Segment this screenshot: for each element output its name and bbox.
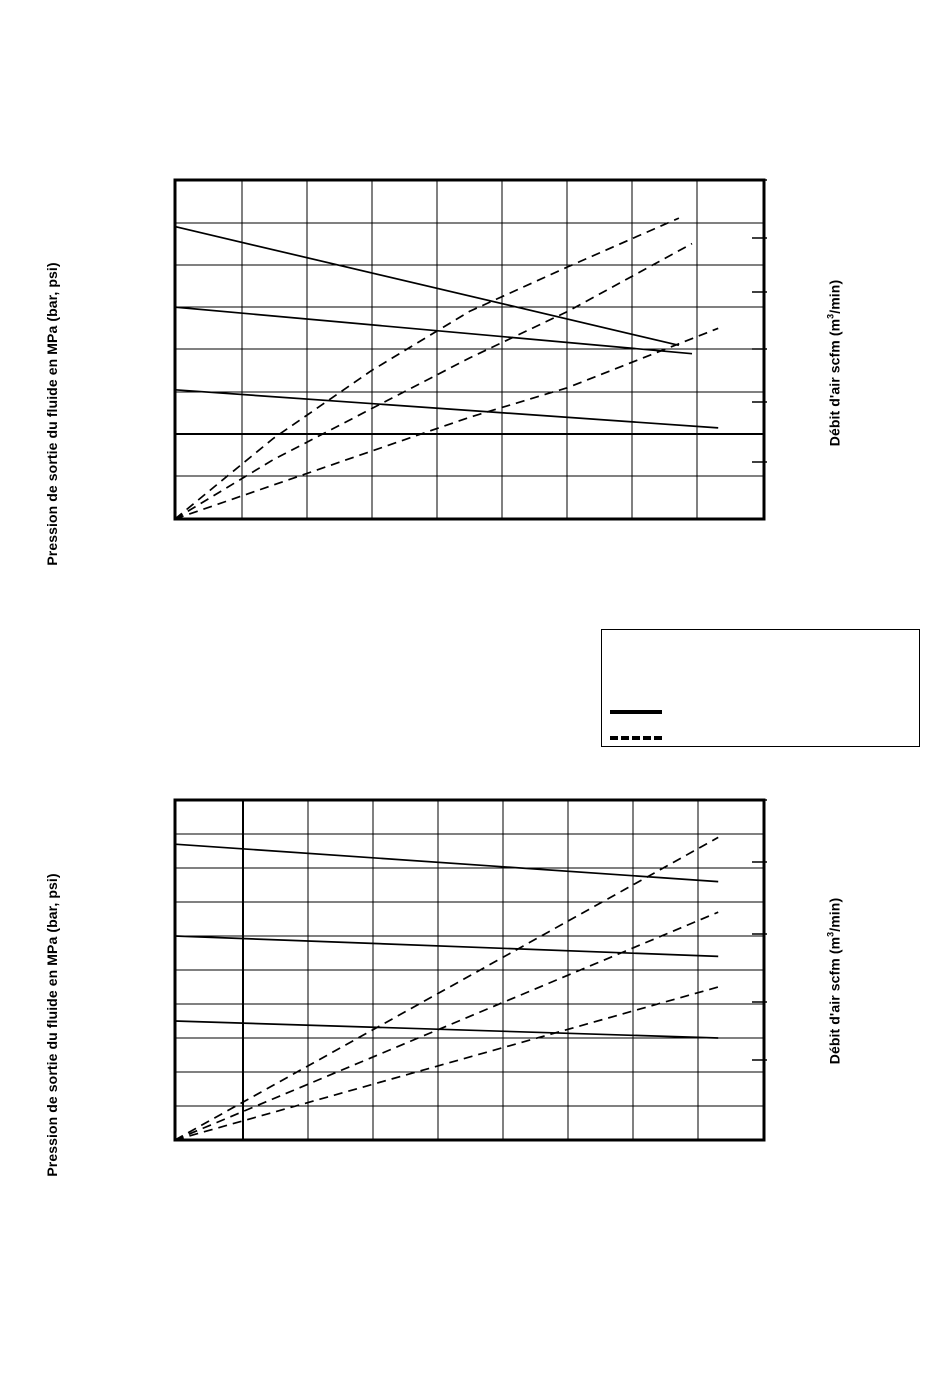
chart2-y-right-label xyxy=(826,898,843,1064)
chart1-y-right-label-base: Débit d'air scfm (m xyxy=(826,318,843,447)
chart2-series-1-solid-line xyxy=(175,844,718,881)
chart2-y-right-label-sup: 3 xyxy=(825,931,836,937)
chart1-series-1-solid-line xyxy=(175,227,679,346)
chart2-series-6-dashed-line xyxy=(175,987,718,1140)
chart1-y-right-label-tail: /min) xyxy=(826,279,843,314)
chart1-series-5-dashed-line xyxy=(175,244,692,519)
chart1-series-4-dashed-line xyxy=(175,218,679,519)
legend-dashed-line xyxy=(610,736,662,740)
legend-solid-line xyxy=(610,710,662,714)
chart2-y-right-label-tail: /min) xyxy=(826,897,843,932)
chart2-y-right-label-base: Débit d'air scfm (m xyxy=(826,936,843,1065)
chart1-series-3-solid-line xyxy=(175,390,718,428)
chart1-y-right-label-sup: 3 xyxy=(825,313,836,319)
legend-box xyxy=(601,629,920,747)
chart2-series-4-dashed-line xyxy=(175,837,718,1140)
chart2-y-left-label: Pression de sortie du fluide en MPa (bar, psi) xyxy=(44,873,60,1177)
chart2-series-3-solid-line xyxy=(175,1021,718,1038)
chart1-series-6-dashed-line xyxy=(175,328,718,519)
chart1-y-right-label xyxy=(826,280,843,446)
chart1-y-left-label: Pression de sortie du fluide en MPa (bar, psi) xyxy=(44,262,60,566)
